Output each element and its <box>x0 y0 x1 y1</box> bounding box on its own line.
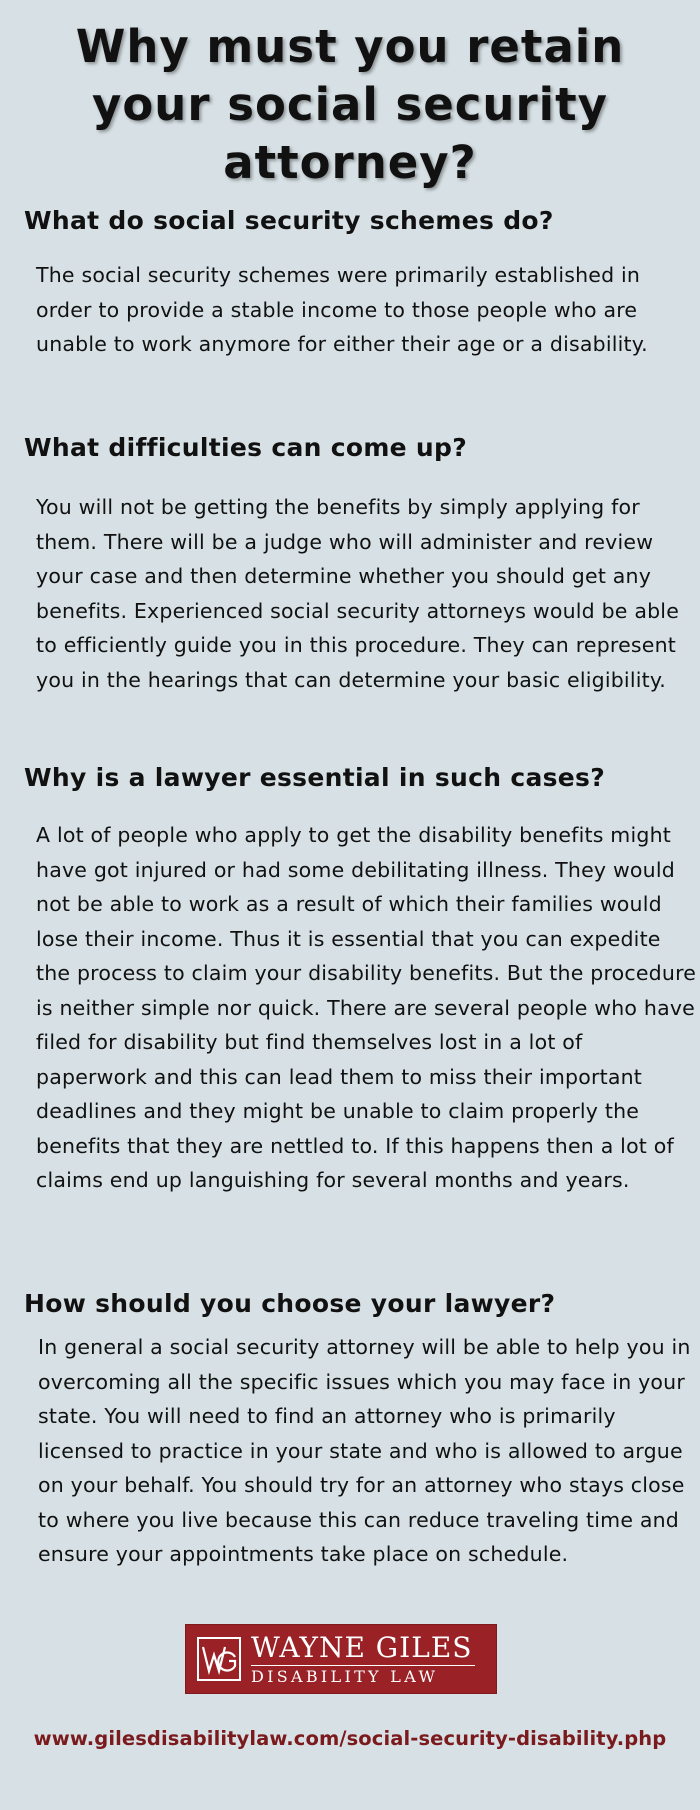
section-heading-choose-lawyer: How should you choose your lawyer? <box>24 1289 556 1318</box>
logo-divider <box>251 1665 475 1666</box>
page-title: Why must you retain your social security attorney? <box>75 20 625 189</box>
logo-firm-name: WAYNE GILES <box>251 1630 473 1664</box>
section-body-choose-lawyer: In general a social security attorney will be able to help you in overcoming all the specific issues which you may face in your state. You will need to find an attorney who is primarily licensed to practice in your state and who is allowed to argue on your behalf. You should try for an attorney who stays close to where you live because this can reduce traveling time and ensure your appointments take place on schedule. <box>38 1335 691 1566</box>
firm-logo[interactable] <box>185 1624 497 1694</box>
logo-wordmark <box>251 1630 475 1686</box>
wg-monogram-icon <box>197 1637 241 1681</box>
section-body-difficulties: You will not be getting the benefits by simply applying for them. There will be a judge who will administer and review your case and then determine whether you should get any benefits. Experienced social security attorneys would be able to efficiently guide you in this procedure. They can represent you in the hearings that can determine your basic eligibility. <box>36 495 680 692</box>
section-body-lawyer-essential: A lot of people who apply to get the disability benefits might have got injured or had some debilitating illness. They would not be able to work as a result of which their families would lose their income. Thus it is essential that you can expedite the process to claim your disability benefits. But the procedure is neither simple nor quick. There are several people who have filed for disability but find themselves lost in a lot of paperwork and this can lead them to miss their important deadlines and they might be unable to claim properly the benefits that they are nettled to. If this happens then a lot of claims end up languishing for several months and years. <box>36 823 697 1192</box>
footer-url-link[interactable]: www.gilesdisabilitylaw.com/social-security-disability.php <box>33 1727 667 1750</box>
section-heading-lawyer-essential: Why is a lawyer essential in such cases? <box>24 763 606 792</box>
section-body-schemes: The social security schemes were primarily established in order to provide a stable income to those people who are unable to work anymore for either their age or a disability. <box>36 263 648 356</box>
logo-subtitle: DISABILITY LAW <box>251 1666 439 1686</box>
section-heading-schemes: What do social security schemes do? <box>24 206 554 235</box>
section-heading-difficulties: What difficulties can come up? <box>24 433 468 462</box>
